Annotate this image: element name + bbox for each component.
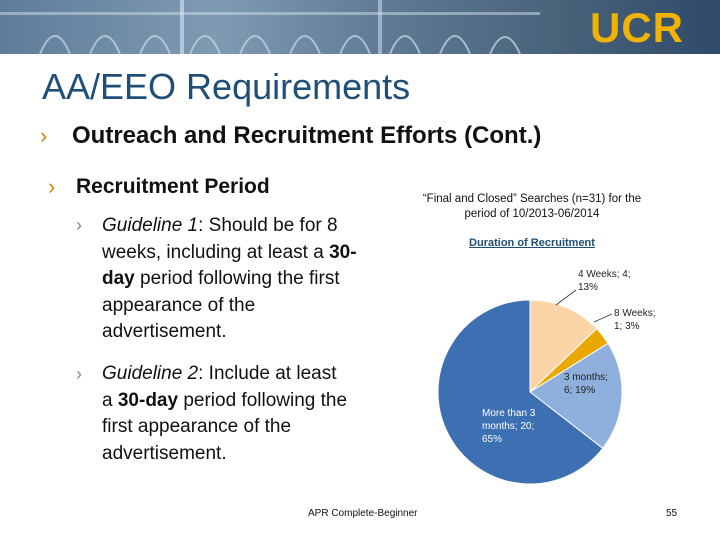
- footer-label: APR Complete-Beginner: [308, 508, 418, 519]
- guideline-1-text: : Should be for 8 weeks, including at least a: [102, 215, 338, 263]
- chevron-right-icon: ›: [76, 215, 82, 235]
- slice-label-4-weeks: 4 Weeks; 4; 13%: [578, 269, 631, 293]
- guideline-2-label: Guideline 2: [102, 363, 199, 384]
- slice-label-more-than-3-months: More than 3 months; 20; 65%: [482, 408, 536, 445]
- leader-line-8-weeks: [594, 314, 612, 322]
- guideline-2-text: : Include at least a: [102, 363, 337, 411]
- chart-title: “Final and Closed” Searches (n=31) for the period of 10/2013-06/2014: [422, 193, 642, 220]
- guideline-1-text-end: period following the first appearance of the advertisement.: [102, 268, 340, 342]
- page-number: 55: [666, 508, 678, 519]
- chevron-right-icon: ›: [76, 364, 82, 384]
- slide-subtitle: Outreach and Recruitment Efforts (Cont.): [72, 122, 542, 149]
- chevron-right-icon: ›: [48, 174, 56, 199]
- page-title: AA/EEO Requirements: [42, 66, 411, 107]
- slice-label-3-months: 3 months; 6; 19%: [564, 372, 608, 396]
- chart-subtitle: Duration of Recruitment: [469, 237, 595, 249]
- guideline-1-bold: 30-day: [102, 241, 357, 289]
- guideline-2-bold: 30-day: [117, 389, 179, 411]
- section-heading: Recruitment Period: [76, 175, 270, 198]
- slice-label-8-weeks: 8 Weeks; 1; 3%: [614, 308, 656, 332]
- guideline-2-text-end: period following the first appearance of the advertisement.: [102, 389, 348, 464]
- guideline-1-label: Guideline 1: [102, 215, 199, 236]
- chevron-right-icon: ›: [40, 123, 48, 148]
- ucr-logo: UCR: [590, 4, 684, 51]
- leader-line-4-weeks: [556, 290, 576, 305]
